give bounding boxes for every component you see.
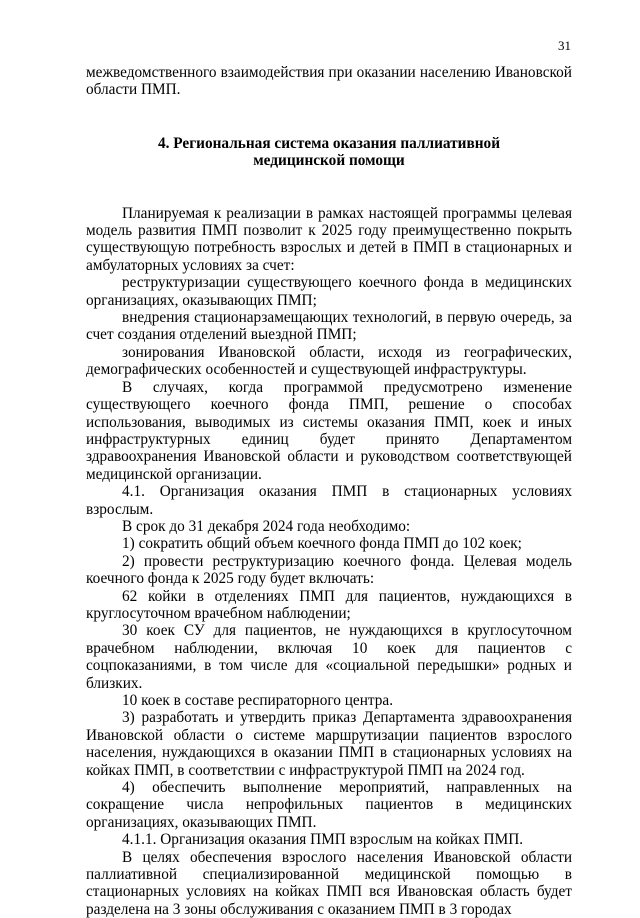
- intro-paragraph: межведомственного взаимодействия при оказании населению Ивановской области ПМП.: [86, 64, 572, 99]
- paragraph-section-4-1: 4.1. Организация оказания ПМП в стационарных условиях взрослым.: [86, 483, 572, 518]
- paragraph-restructuring: реструктуризации существующего коечного фонда в медицинских организациях, оказывающих ПМП;: [86, 274, 572, 309]
- section-heading-line-2: медицинской помощи: [253, 152, 405, 170]
- paragraph-zoning: зонирования Ивановской области, исходя из географических, демографических особенностей и существующей инфраструктуры.: [86, 343, 572, 379]
- paragraph-30-beds: 30 коек СУ для пациентов, не нуждающихся в круглосуточном врачебном наблюдении, включая 10 коек для пациентов с соцпоказаниями, в том числе для «социальной передышки» родных и близких.: [86, 622, 572, 692]
- paragraph-zones: В целях обеспечения взрослого населения Ивановской области паллиативной специализированной медицинской помощью в стационарных условиях на койках ПМП вся Ивановская область будет разделена на 3 зоны обслуживания с оказанием ПМП в 3 городах: [86, 848, 572, 918]
- paragraph-62-beds: 62 койки в отделениях ПМП для пациентов, нуждающихся в круглосуточном врачебном наблюдении;: [86, 587, 572, 622]
- paragraph-item-3: 3) разработать и утвердить приказ Департамента здравоохранения Ивановской области о системе маршрутизации пациентов взрослого населения, нуждающихся в оказании ПМП в стационарных условиях на койках ПМП, в соответствии с инфраструктурой ПМП на 2024 год.: [86, 709, 572, 779]
- paragraph-item-4: 4) обеспечить выполнение мероприятий, направленных на сокращение числа непрофильных пациентов в медицинских организациях, оказывающих ПМП.: [86, 779, 572, 831]
- paragraph-section-4-1-1: 4.1.1. Организация оказания ПМП взрослым на койках ПМП.: [122, 831, 524, 849]
- section-heading: [86, 135, 572, 170]
- document-body: [86, 64, 572, 918]
- paragraph-item-1: 1) сократить общий объем коечного фонда ПМП до 102 коек;: [122, 535, 522, 553]
- paragraph-deadline: В срок до 31 декабря 2024 года необходимо:: [122, 517, 411, 535]
- paragraph-10-beds: 10 коек в составе респираторного центра.: [122, 692, 394, 709]
- paragraph-replacement-tech: внедрения стационарзамещающих технологий, в первую очередь, за счет создания отделений выездной ПМП;: [86, 309, 572, 344]
- section-heading-line-1: 4. Региональная система оказания паллиативной: [157, 134, 501, 152]
- paragraph-bed-fund-change: В случаях, когда программой предусмотрено изменение существующего коечного фонда ПМП, решение о способах использования, выводимых из системы оказания ПМП, коек и иных инфраструктурных единиц будет принято Департаментом здравоохранения Ивановской области и руководством соответствующей медицинской организации.: [86, 378, 572, 483]
- page-number: 31: [558, 38, 571, 53]
- paragraph-target-model: Планируемая к реализации в рамках настоящей программы целевая модель развития ПМП позволит к 2025 году преимущественно покрыть существующую потребность взрослых и детей в ПМП в стационарных и амбулаторных условиях за счет:: [86, 204, 572, 274]
- paragraph-item-2: 2) провести реструктуризацию коечного фонда. Целевая модель коечного фонда к 2025 году будет включать:: [86, 552, 572, 588]
